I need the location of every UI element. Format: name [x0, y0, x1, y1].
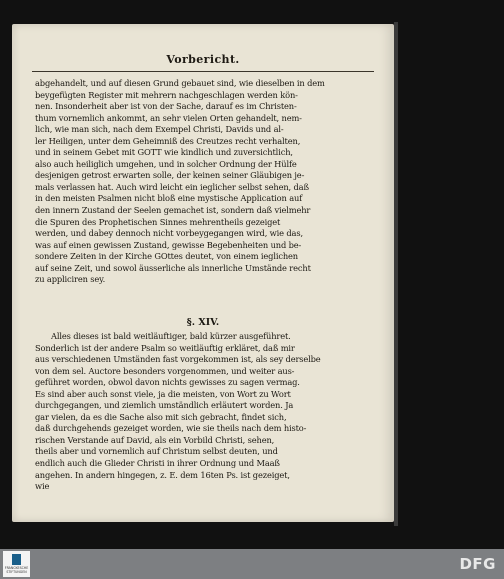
header-rule [32, 71, 374, 72]
text-line: sondere Zeiten in der Kirche GOttes deutet, von einem ieglichen [35, 251, 298, 262]
text-line: mals verlassen hat. Auch wird leicht ein ieglicher selbst sehen, daß [35, 181, 309, 192]
logo-text: FRANCKESCHE STIFTUNGEN [4, 566, 29, 574]
text-line: den innern Zustand der Seelen gemachet ist, sondern daß vielmehr [35, 205, 311, 216]
book-page [12, 24, 394, 522]
text-line: lich, wie man sich, nach dem Exempel Christi, Davids und al- [35, 124, 284, 135]
footer-bar [0, 549, 504, 579]
text-line: werden, und dabey dennoch nicht vorbeygegangen wird, wie das, [35, 228, 303, 239]
text-line: Sonderlich ist der andere Psalm so weitläuftig erkläret, daß mir [35, 342, 295, 353]
text-line: und in seinem Gebet mit GOTT wie kindlich und zuversichtlich, [35, 147, 293, 158]
text-line: angehen. In andern hingegen, z. E. dem 16ten Ps. ist gezeiget, [35, 469, 290, 480]
text-line: also auch heiliglich umgehen, und in solcher Ordnung der Hülfe [35, 158, 297, 169]
section-heading: §. XIV. [186, 317, 220, 328]
text-line: die Spuren des Prophetischen Sinnes mehrentheils gezeiget [35, 216, 281, 227]
text-line: auf seine Zeit, und sowol äusserliche als innerliche Umstände recht [35, 262, 311, 273]
page-edge [394, 22, 398, 526]
running-head: Vorbericht. [166, 53, 240, 66]
text-line: in den meisten Psalmen nicht bloß eine mystische Application auf [35, 193, 303, 204]
text-line: beygefügten Register mit mehrern nachgeschlagen werden kön- [35, 89, 298, 100]
text-line: durchgegangen, und ziemlich umständlich erläutert worden. Ja [35, 400, 294, 411]
text-line: thum vornemlich ankommt, an sehr vielen Orten gehandelt, nem- [35, 112, 302, 123]
text-line: wie [35, 481, 50, 492]
institution-logo[interactable] [3, 551, 30, 577]
text-line: geführet worden, obwol davon nichts gewisses zu sagen vermag. [35, 377, 300, 388]
text-line: desjenigen getrost erwarten solle, der keinen seiner Gläubigen je- [35, 170, 305, 181]
paragraph-2 [35, 331, 373, 493]
text-line: was auf einen gewissen Zustand, gewisse Begebenheiten und be- [35, 239, 302, 250]
text-line: von dem sel. Auctore besonders vorgenommen, und weiter aus- [35, 365, 295, 376]
paragraph-1 [35, 78, 373, 286]
text-line: Alles dieses ist bald weitläuftiger, bald kürzer ausgeführet. [51, 331, 291, 341]
dfg-logo[interactable]: DFG [459, 555, 496, 573]
text-line: endlich auch die Glieder Christi in ihrer Ordnung und Maaß [35, 458, 280, 469]
text-line: zu appliciren sey. [35, 274, 106, 285]
text-line: theils aber und vornemlich auf Christum selbst deuten, und [35, 446, 278, 457]
text-line: rischen Verstande auf David, als ein Vorbild Christi, sehen, [35, 434, 275, 445]
text-line: daß durchgehends gezeiget worden, wie sie theils nach dem histo- [35, 423, 307, 434]
text-line: ler Heiligen, unter dem Geheimniß des Creutzes recht verhalten, [35, 135, 301, 146]
text-line: nen. Insonderheit aber ist von der Sache, darauf es im Christen- [35, 101, 297, 112]
text-line: gar vielen, da es die Sache also mit sich gebracht, findet sich, [35, 411, 287, 422]
text-line: abgehandelt, und auf diesen Grund gebauet sind, wie dieselben in dem [35, 78, 325, 88]
text-line: aus verschiedenen Umständen fast vorgekommen ist, als sey derselbe [35, 354, 321, 365]
text-line: Es sind aber auch sonst viele, ja die meisten, von Wort zu Wort [35, 388, 291, 399]
logo-icon [12, 554, 21, 565]
